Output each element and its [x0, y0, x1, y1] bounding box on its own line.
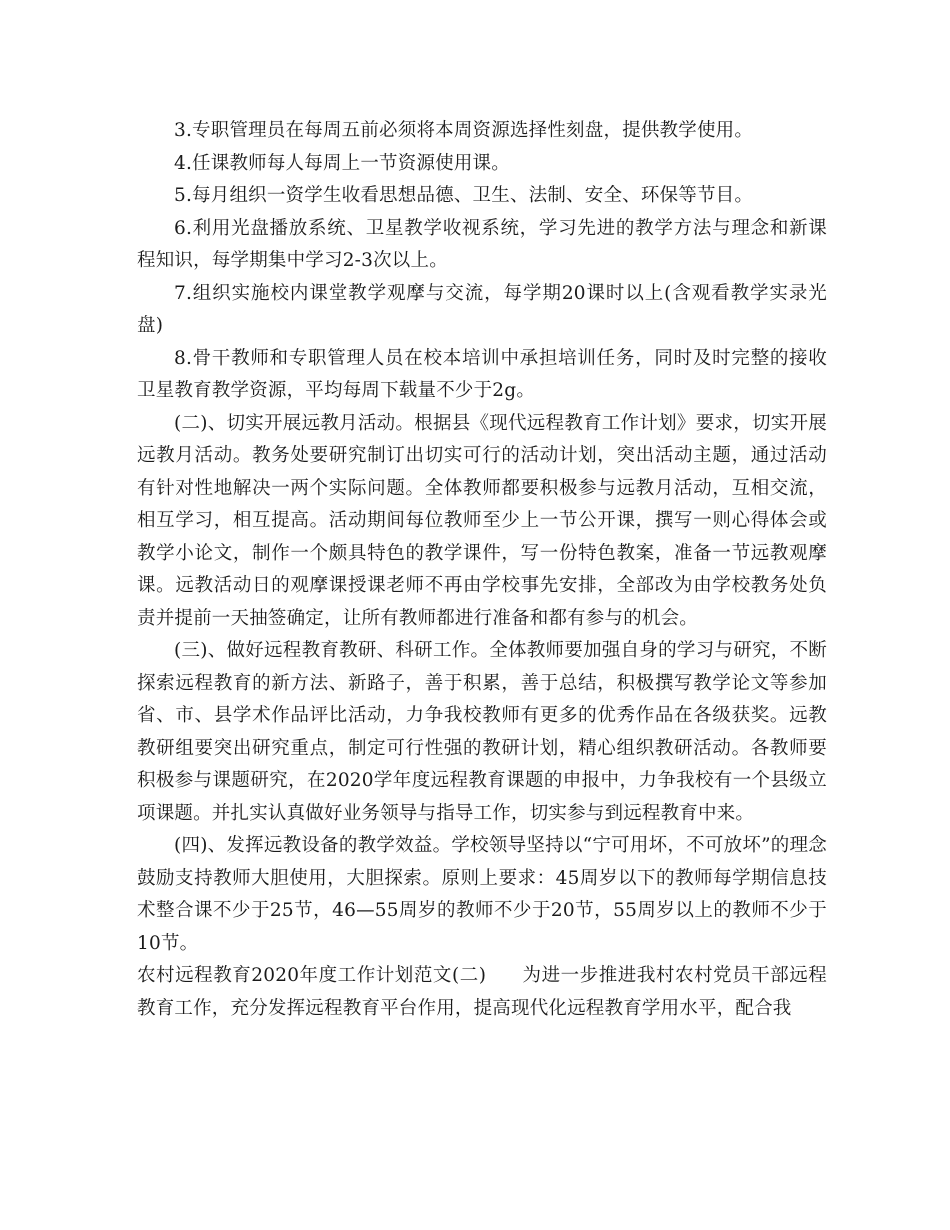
section-body: 为进一步推进我村农村党员干部远程教育工作，充分发挥远程教育平台作用，提高现代化远程教育学用水平，配合我 [137, 965, 828, 1019]
paragraph-section-3: (三)、做好远程教育教研、科研工作。全体教师要加强自身的学习与研究，不断探索远程教育的新方法、新路子，善于积累，善于总结，积极撰写教学论文等参加省、市、县学术作品评比活动，力争我校教师有更多的优秀作品在各级获奖。远教教研组要突出研究重点，制定可行性强的教研计划，精心组织教研活动。各教师要积极参与课题研究，在2020学年度远程教育课题的申报中，力争我校有一个县级立项课题。并扎实认真做好业务领导与指导工作，切实参与到远程教育中来。 [137, 640, 827, 824]
paragraph-item-8: 8.骨干教师和专职管理人员在校本培训中承担培训任务，同时及时完整的接收卫星教育教学资源，平均每周下载量不少于2g。 [137, 347, 827, 401]
paragraph-next-section [137, 960, 827, 1025]
section-title: 农村远程教育2020年度工作计划范文(二) [137, 965, 487, 986]
paragraph-item-5: 5.每月组织一资学生收看思想品德、卫生、法制、安全、环保等节目。 [174, 185, 754, 206]
paragraph-section-4: (四)、发挥远教设备的教学效益。学校领导坚持以“宁可用坏，不可放坏”的理念鼓励支持教师大胆使用，大胆探索。原则上要求：45周岁以下的教师每学期信息技术整合课不少于25节，46—55周岁的教师不少于20节，55周岁以上的教师不少于10节。 [137, 835, 827, 954]
paragraph-item-4: 4.任课教师每人每周上一节资源使用课。 [174, 152, 510, 174]
paragraph-item-7: 7.组织实施校内课堂教学观摩与交流，每学期20课时以上(含观看教学实录光盘) [137, 282, 827, 336]
paragraph-item-6: 6.利用光盘播放系统、卫星教学收视系统，学习先进的教学方法与理念和新课程知识，每学期集中学习2-3次以上。 [137, 217, 827, 271]
paragraph-item-3: 3.专职管理员在每周五前必须将本周资源选择性刻盘，提供教学使用。 [174, 120, 754, 141]
document-body [137, 115, 827, 1025]
paragraph-section-2: (二)、切实开展远教月活动。根据县《现代远程教育工作计划》要求，切实开展远教月活动。教务处要研究制订出切实可行的活动计划，突出活动主题，通过活动有针对性地解决一两个实际问题。全体教师都要积极参与远教月活动，互相交流，相互学习，相互提高。活动期间每位教师至少上一节公开课，撰写一则心得体会或教学小论文，制作一个颇具特色的教学课件，写一份特色教案，准备一节远教观摩课。远教活动日的观摩课授课老师不再由学校事先安排，全部改为由学校教务处负责并提前一天抽签确定，让所有教师都进行准备和都有参与的机会。 [137, 412, 827, 629]
